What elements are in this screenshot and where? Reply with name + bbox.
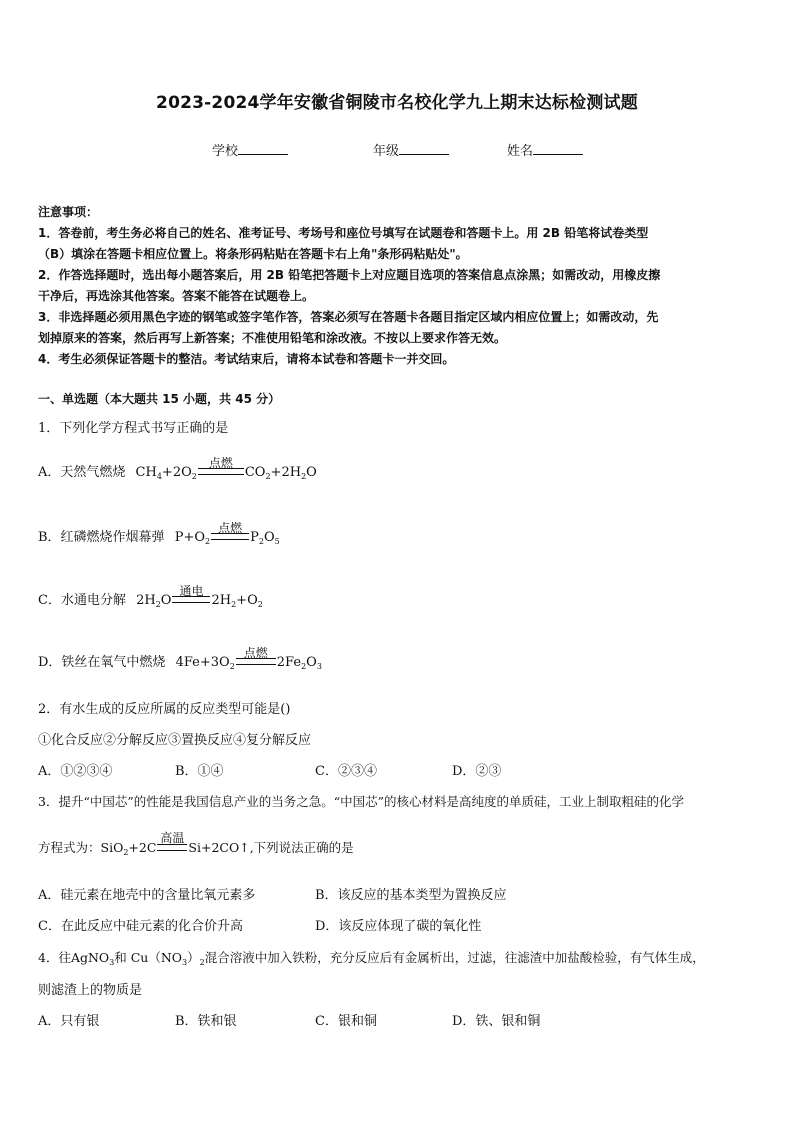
- q1-option-d: D．铁丝在氧气中燃烧 $4Fe+3O_2$ 点燃 $2Fe_2O_3$: [38, 646, 322, 671]
- q2-option-d: D．②③: [452, 764, 502, 779]
- reaction-condition: 点燃: [211, 530, 249, 545]
- q3-eq-suffix: ,下列说法正确的是: [249, 840, 354, 855]
- question-1-stem: 1．下列化学方程式书写正确的是: [38, 421, 229, 436]
- q1-option-b-label: B．红磷燃烧作烟幕弹: [38, 530, 165, 545]
- notice-line: 干净后，再选涂其他答案。答案不能答在试题卷上。: [38, 289, 315, 303]
- q1-option-a: A．天然气燃烧 $CH_4+2O_2$ 点燃 $CO_2+2H_2O$: [38, 456, 317, 481]
- name-field: [507, 140, 583, 159]
- notice-line: （B）填涂在答题卡相应位置上。将条形码粘贴在答题卡右上角"条形码粘贴处"。: [38, 247, 468, 261]
- notice-line: 4．考生必须保证答题卡的整洁。考试结束后，请将本试卷和答题卡一并交回。: [38, 352, 455, 366]
- page-title: 2023-2024学年安徽省铜陵市名校化学九上期末达标检测试题: [156, 93, 638, 113]
- q1-option-d-label: D．铁丝在氧气中燃烧: [38, 655, 166, 670]
- q4-option-b: B．铁和银: [175, 1014, 237, 1029]
- q2-option-b: B．①④: [175, 764, 224, 779]
- reaction-condition: 点燃: [236, 655, 276, 670]
- q3-option-b: B．该反应的基本类型为置换反应: [315, 888, 507, 903]
- notice-line: 1．答卷前，考生务必将自己的姓名、准考证号、考场号和座位号填写在试题卷和答题卡上。用 2B 铅笔将试卷类型: [38, 226, 649, 240]
- q2-option-c: C．②③④: [315, 764, 377, 779]
- school-label: 学校: [212, 144, 239, 159]
- question-4-line2: 则滤渣上的物质是: [38, 983, 143, 998]
- q4-option-c: C．银和铜: [315, 1014, 377, 1029]
- notice-line: 2．作答选择题时，选出每小题答案后，用 2B 铅笔把答题卡上对应题目选项的答案信息点涂黑；如需改动，用橡皮擦: [38, 268, 661, 282]
- reaction-condition: 通电: [172, 593, 210, 608]
- q4-stem-post: 混合溶液中加入铁粉，充分反应后有金属析出，过滤，往滤渣中加盐酸检验，有气体生成，: [204, 950, 705, 965]
- q3-option-a: A．硅元素在地壳中的含量比氧元素多: [38, 888, 256, 903]
- question-4-stem: 4．往AgNO$_3$和 $Cu(NO_3)_2$混合溶液中加入铁粉，充分反应后有金属析出，过滤，往滤渣中加盐酸检验，有气体生成，: [38, 950, 705, 967]
- q3-option-c: C．在此反应中硅元素的化合价升高: [38, 919, 243, 934]
- q4-option-a: A．只有银: [38, 1014, 100, 1029]
- q3-option-d: D．该反应体现了碳的氧化性: [315, 919, 482, 934]
- notice-line: 3．非选择题必须用黑色字迹的钢笔或签字笔作答，答案必须写在答题卡各题目指定区域内相应位置上；如需改动，先: [38, 310, 659, 324]
- reaction-condition: 高温: [157, 840, 187, 855]
- q1-option-b: B．红磷燃烧作烟幕弹 $P+O_2$ 点燃 $P_2O_5$: [38, 521, 280, 546]
- notice-line: 划掉原来的答案，然后再写上新答案；不准使用铅笔和涂改液。不按以上要求作答无效。: [38, 331, 507, 345]
- q1-option-a-label: A．天然气燃烧: [38, 465, 126, 480]
- reaction-condition: 点燃: [198, 465, 244, 480]
- q2-option-a: A．①②③④: [38, 764, 113, 779]
- grade-label: 年级: [373, 144, 400, 159]
- name-blank: [533, 142, 583, 155]
- section-heading: 一、单选题（本大题共 15 小题，共 45 分）: [38, 392, 281, 406]
- question-3-equation: 方程式为：SiO$_2$+2C 高温 Si+2CO↑,下列说法正确的是: [38, 831, 354, 857]
- school-field: [212, 140, 288, 159]
- q1-option-c-label: C．水通电分解: [38, 593, 126, 608]
- q3-eq-prefix: 方程式为：: [38, 840, 101, 855]
- notice-heading: 注意事项：: [38, 205, 99, 219]
- grade-blank: [399, 142, 449, 155]
- name-label: 姓名: [507, 144, 534, 159]
- question-2-stem: 2．有水生成的反应所属的反应类型可能是(): [38, 702, 291, 717]
- q1-option-c: C．水通电分解 $2H_2O$ 通电 $2H_2+O_2$: [38, 584, 263, 609]
- question-2-list: ①化合反应②分解反应③置换反应④复分解反应: [38, 733, 312, 748]
- question-3-stem: 3．提升“中国芯”的性能是我国信息产业的当务之急。“中国芯”的核心材料是高纯度的单质硅，工业上制取粗硅的化学: [38, 794, 685, 809]
- q4-option-d: D．铁、银和铜: [452, 1014, 541, 1029]
- grade-field: [373, 140, 449, 159]
- q4-stem-pre: 4．往: [38, 950, 71, 965]
- school-blank: [238, 142, 288, 155]
